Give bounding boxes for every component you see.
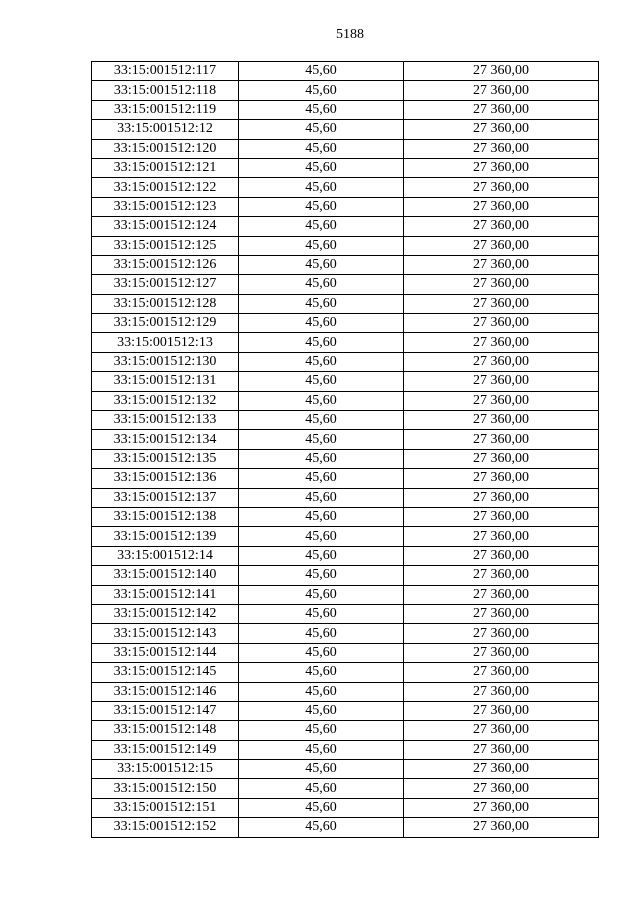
cadastral-number-cell: 33:15:001512:15 <box>92 760 239 779</box>
value-cell: 27 360,00 <box>404 255 599 274</box>
value-cell: 27 360,00 <box>404 643 599 662</box>
area-cell: 45,60 <box>239 624 404 643</box>
area-cell: 45,60 <box>239 100 404 119</box>
area-cell: 45,60 <box>239 81 404 100</box>
area-cell: 45,60 <box>239 178 404 197</box>
value-cell: 27 360,00 <box>404 566 599 585</box>
cadastral-number-cell: 33:15:001512:149 <box>92 740 239 759</box>
value-cell: 27 360,00 <box>404 158 599 177</box>
cadastral-number-cell: 33:15:001512:148 <box>92 721 239 740</box>
value-cell: 27 360,00 <box>404 372 599 391</box>
cadastral-number-cell: 33:15:001512:134 <box>92 430 239 449</box>
cadastral-number-cell: 33:15:001512:120 <box>92 139 239 158</box>
cadastral-number-cell: 33:15:001512:147 <box>92 701 239 720</box>
area-cell: 45,60 <box>239 798 404 817</box>
table-row <box>92 314 599 333</box>
area-cell: 45,60 <box>239 217 404 236</box>
value-cell: 27 360,00 <box>404 488 599 507</box>
cadastral-number-cell: 33:15:001512:136 <box>92 469 239 488</box>
value-cell: 27 360,00 <box>404 798 599 817</box>
table-row <box>92 663 599 682</box>
value-cell: 27 360,00 <box>404 314 599 333</box>
value-cell: 27 360,00 <box>404 81 599 100</box>
table-row <box>92 139 599 158</box>
cadastral-number-cell: 33:15:001512:152 <box>92 818 239 837</box>
value-cell: 27 360,00 <box>404 779 599 798</box>
area-cell: 45,60 <box>239 740 404 759</box>
cadastral-number-cell: 33:15:001512:14 <box>92 546 239 565</box>
table-row <box>92 546 599 565</box>
area-cell: 45,60 <box>239 585 404 604</box>
area-cell: 45,60 <box>239 469 404 488</box>
value-cell: 27 360,00 <box>404 663 599 682</box>
area-cell: 45,60 <box>239 760 404 779</box>
table-row <box>92 469 599 488</box>
cadastral-number-cell: 33:15:001512:137 <box>92 488 239 507</box>
area-cell: 45,60 <box>239 197 404 216</box>
value-cell: 27 360,00 <box>404 604 599 623</box>
area-cell: 45,60 <box>239 721 404 740</box>
table-row <box>92 391 599 410</box>
table-row <box>92 604 599 623</box>
value-cell: 27 360,00 <box>404 352 599 371</box>
value-cell: 27 360,00 <box>404 275 599 294</box>
cadastral-number-cell: 33:15:001512:131 <box>92 372 239 391</box>
table-row <box>92 81 599 100</box>
value-cell: 27 360,00 <box>404 391 599 410</box>
area-cell: 45,60 <box>239 527 404 546</box>
cadastral-number-cell: 33:15:001512:145 <box>92 663 239 682</box>
value-cell: 27 360,00 <box>404 527 599 546</box>
table-row <box>92 779 599 798</box>
table-row <box>92 236 599 255</box>
table-row <box>92 372 599 391</box>
value-cell: 27 360,00 <box>404 411 599 430</box>
value-cell: 27 360,00 <box>404 62 599 81</box>
cadastral-number-cell: 33:15:001512:138 <box>92 507 239 526</box>
area-cell: 45,60 <box>239 352 404 371</box>
table-row <box>92 760 599 779</box>
area-cell: 45,60 <box>239 663 404 682</box>
cadastral-number-cell: 33:15:001512:123 <box>92 197 239 216</box>
cadastral-number-cell: 33:15:001512:140 <box>92 566 239 585</box>
cadastral-number-cell: 33:15:001512:150 <box>92 779 239 798</box>
value-cell: 27 360,00 <box>404 120 599 139</box>
cadastral-number-cell: 33:15:001512:129 <box>92 314 239 333</box>
value-cell: 27 360,00 <box>404 217 599 236</box>
value-cell: 27 360,00 <box>404 469 599 488</box>
area-cell: 45,60 <box>239 643 404 662</box>
table-row <box>92 178 599 197</box>
area-cell: 45,60 <box>239 682 404 701</box>
value-cell: 27 360,00 <box>404 818 599 837</box>
area-cell: 45,60 <box>239 236 404 255</box>
table-row <box>92 333 599 352</box>
table-row <box>92 411 599 430</box>
area-cell: 45,60 <box>239 546 404 565</box>
table-row <box>92 100 599 119</box>
cadastral-number-cell: 33:15:001512:12 <box>92 120 239 139</box>
cadastral-number-cell: 33:15:001512:122 <box>92 178 239 197</box>
table-row <box>92 624 599 643</box>
table-row <box>92 701 599 720</box>
value-cell: 27 360,00 <box>404 701 599 720</box>
value-cell: 27 360,00 <box>404 139 599 158</box>
area-cell: 45,60 <box>239 333 404 352</box>
value-cell: 27 360,00 <box>404 624 599 643</box>
area-cell: 45,60 <box>239 120 404 139</box>
value-cell: 27 360,00 <box>404 197 599 216</box>
area-cell: 45,60 <box>239 372 404 391</box>
value-cell: 27 360,00 <box>404 100 599 119</box>
cadastral-number-cell: 33:15:001512:132 <box>92 391 239 410</box>
value-cell: 27 360,00 <box>404 333 599 352</box>
table-row <box>92 643 599 662</box>
cadastral-number-cell: 33:15:001512:130 <box>92 352 239 371</box>
cadastral-number-cell: 33:15:001512:119 <box>92 100 239 119</box>
area-cell: 45,60 <box>239 158 404 177</box>
cadastral-number-cell: 33:15:001512:118 <box>92 81 239 100</box>
area-cell: 45,60 <box>239 507 404 526</box>
area-cell: 45,60 <box>239 294 404 313</box>
value-cell: 27 360,00 <box>404 236 599 255</box>
table-row <box>92 120 599 139</box>
area-cell: 45,60 <box>239 411 404 430</box>
table-row <box>92 255 599 274</box>
area-cell: 45,60 <box>239 488 404 507</box>
cadastral-number-cell: 33:15:001512:125 <box>92 236 239 255</box>
cadastral-number-cell: 33:15:001512:127 <box>92 275 239 294</box>
cadastral-number-cell: 33:15:001512:139 <box>92 527 239 546</box>
table-row <box>92 449 599 468</box>
area-cell: 45,60 <box>239 275 404 294</box>
area-cell: 45,60 <box>239 818 404 837</box>
area-cell: 45,60 <box>239 430 404 449</box>
area-cell: 45,60 <box>239 391 404 410</box>
cadastral-number-cell: 33:15:001512:124 <box>92 217 239 236</box>
value-cell: 27 360,00 <box>404 760 599 779</box>
table-row <box>92 217 599 236</box>
table-row <box>92 721 599 740</box>
value-cell: 27 360,00 <box>404 721 599 740</box>
value-cell: 27 360,00 <box>404 546 599 565</box>
value-cell: 27 360,00 <box>404 449 599 468</box>
data-table <box>91 61 599 838</box>
cadastral-number-cell: 33:15:001512:142 <box>92 604 239 623</box>
area-cell: 45,60 <box>239 314 404 333</box>
table-row <box>92 527 599 546</box>
table-row <box>92 430 599 449</box>
value-cell: 27 360,00 <box>404 507 599 526</box>
value-cell: 27 360,00 <box>404 430 599 449</box>
area-cell: 45,60 <box>239 604 404 623</box>
area-cell: 45,60 <box>239 779 404 798</box>
area-cell: 45,60 <box>239 62 404 81</box>
cadastral-number-cell: 33:15:001512:121 <box>92 158 239 177</box>
cadastral-number-cell: 33:15:001512:128 <box>92 294 239 313</box>
table-row <box>92 740 599 759</box>
cadastral-number-cell: 33:15:001512:135 <box>92 449 239 468</box>
area-cell: 45,60 <box>239 255 404 274</box>
table-row <box>92 62 599 81</box>
table-row <box>92 352 599 371</box>
table-row <box>92 488 599 507</box>
value-cell: 27 360,00 <box>404 740 599 759</box>
table-row <box>92 294 599 313</box>
table-row <box>92 275 599 294</box>
page-number: 5188 <box>336 27 364 42</box>
cadastral-number-cell: 33:15:001512:141 <box>92 585 239 604</box>
table-row <box>92 585 599 604</box>
cadastral-number-cell: 33:15:001512:143 <box>92 624 239 643</box>
cadastral-number-cell: 33:15:001512:144 <box>92 643 239 662</box>
area-cell: 45,60 <box>239 701 404 720</box>
cadastral-number-cell: 33:15:001512:151 <box>92 798 239 817</box>
cadastral-number-cell: 33:15:001512:133 <box>92 411 239 430</box>
value-cell: 27 360,00 <box>404 294 599 313</box>
cadastral-number-cell: 33:15:001512:117 <box>92 62 239 81</box>
table-row <box>92 158 599 177</box>
area-cell: 45,60 <box>239 139 404 158</box>
area-cell: 45,60 <box>239 449 404 468</box>
table-row <box>92 197 599 216</box>
value-cell: 27 360,00 <box>404 682 599 701</box>
table-row <box>92 682 599 701</box>
value-cell: 27 360,00 <box>404 178 599 197</box>
table-row <box>92 566 599 585</box>
cadastral-number-cell: 33:15:001512:13 <box>92 333 239 352</box>
cadastral-number-cell: 33:15:001512:126 <box>92 255 239 274</box>
cadastral-number-cell: 33:15:001512:146 <box>92 682 239 701</box>
value-cell: 27 360,00 <box>404 585 599 604</box>
table-body <box>92 62 599 838</box>
table-row <box>92 818 599 837</box>
area-cell: 45,60 <box>239 566 404 585</box>
table-row <box>92 507 599 526</box>
table-row <box>92 798 599 817</box>
